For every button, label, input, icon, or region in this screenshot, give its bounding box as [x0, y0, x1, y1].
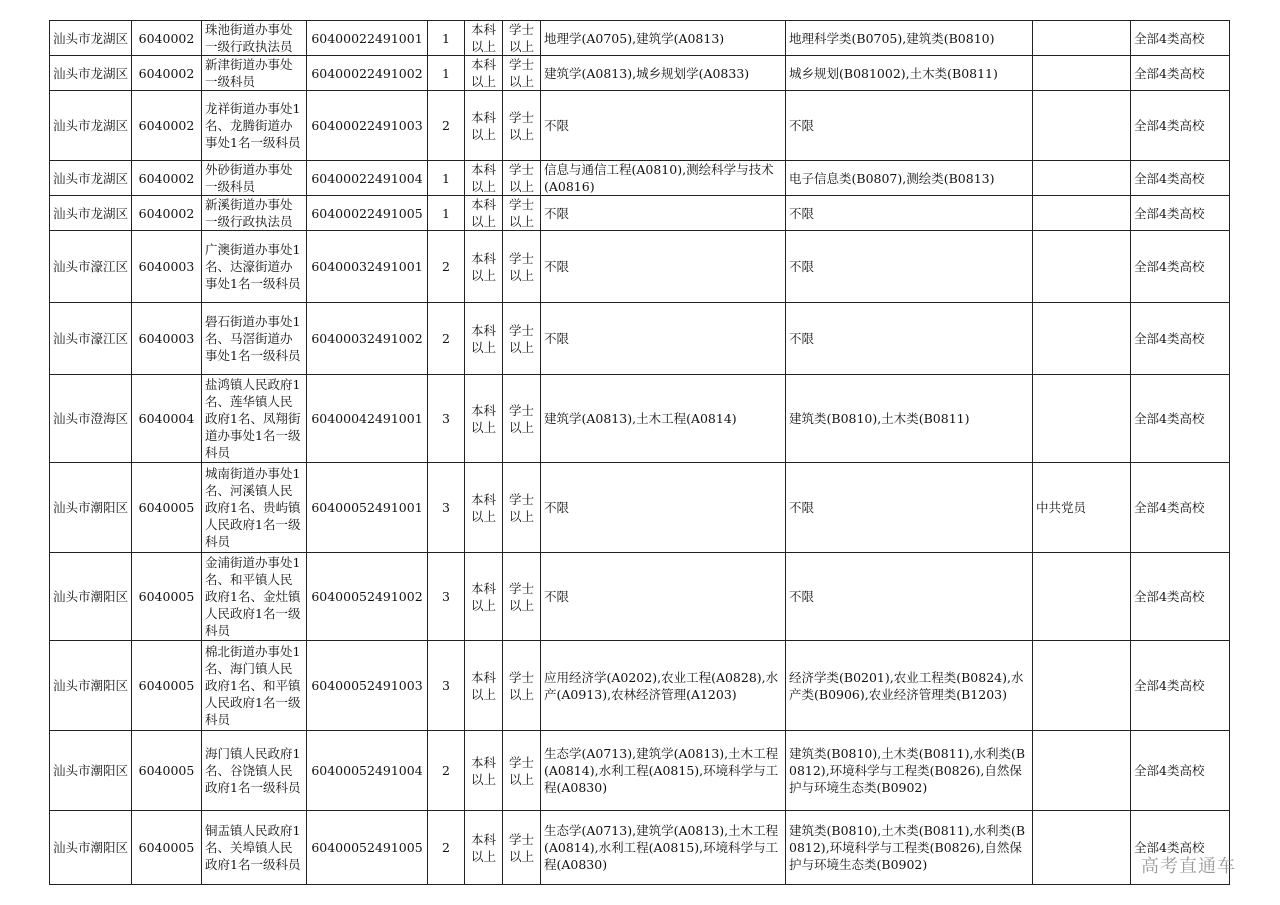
- school-category-cell: 全部4类高校: [1131, 463, 1230, 553]
- post-code-cell: 60400052491004: [307, 731, 428, 811]
- post-name-cell: 铜盂镇人民政府1名、关埠镇人民政府1名一级科员: [202, 811, 307, 885]
- education-cell: 本科以上: [465, 641, 503, 731]
- undergraduate-major-cell: 城乡规划(B081002),土木类(B0811): [786, 56, 1033, 91]
- undergraduate-major-cell: 建筑类(B0810),土木类(B0811),水利类(B0812),环境科学与工程类(B0826),自然保护与环境生态类(B0902): [786, 811, 1033, 885]
- other-requirements-cell: [1033, 811, 1131, 885]
- other-requirements-cell: [1033, 303, 1131, 375]
- graduate-major-cell: 应用经济学(A0202),农业工程(A0828),水产(A0913),农林经济管理(A1203): [541, 641, 786, 731]
- headcount-cell: 1: [428, 161, 465, 196]
- post-name-cell: 新溪街道办事处一级行政执法员: [202, 196, 307, 231]
- school-category-cell: 全部4类高校: [1131, 196, 1230, 231]
- education-cell: 本科以上: [465, 56, 503, 91]
- degree-cell: 学士以上: [503, 196, 541, 231]
- region-cell: 汕头市潮阳区: [50, 553, 132, 641]
- headcount-cell: 3: [428, 463, 465, 553]
- headcount-cell: 2: [428, 811, 465, 885]
- region-cell: 汕头市龙湖区: [50, 21, 132, 56]
- degree-cell: 学士以上: [503, 303, 541, 375]
- post-code-cell: 60400022491003: [307, 91, 428, 161]
- unit-code-cell: 6040005: [132, 463, 202, 553]
- table-row: [50, 21, 1230, 56]
- education-cell: 本科以上: [465, 196, 503, 231]
- other-requirements-cell: 中共党员: [1033, 463, 1131, 553]
- headcount-cell: 2: [428, 231, 465, 303]
- unit-code-cell: 6040002: [132, 196, 202, 231]
- table-body: [50, 21, 1230, 885]
- graduate-major-cell: 地理学(A0705),建筑学(A0813): [541, 21, 786, 56]
- school-category-cell: 全部4类高校: [1131, 303, 1230, 375]
- post-code-cell: 60400052491002: [307, 553, 428, 641]
- undergraduate-major-cell: 经济学类(B0201),农业工程类(B0824),水产类(B0906),农业经济管理类(B1203): [786, 641, 1033, 731]
- education-cell: 本科以上: [465, 161, 503, 196]
- degree-cell: 学士以上: [503, 375, 541, 463]
- other-requirements-cell: [1033, 231, 1131, 303]
- degree-cell: 学士以上: [503, 811, 541, 885]
- post-code-cell: 60400032491001: [307, 231, 428, 303]
- school-category-cell: 全部4类高校: [1131, 21, 1230, 56]
- education-cell: 本科以上: [465, 303, 503, 375]
- graduate-major-cell: 不限: [541, 231, 786, 303]
- post-name-cell: 礐石街道办事处1名、马滘街道办事处1名一级科员: [202, 303, 307, 375]
- graduate-major-cell: 不限: [541, 196, 786, 231]
- unit-code-cell: 6040005: [132, 811, 202, 885]
- post-name-cell: 海门镇人民政府1名、谷饶镇人民政府1名一级科员: [202, 731, 307, 811]
- unit-code-cell: 6040003: [132, 303, 202, 375]
- other-requirements-cell: [1033, 91, 1131, 161]
- degree-cell: 学士以上: [503, 463, 541, 553]
- table-row: [50, 731, 1230, 811]
- post-name-cell: 广澳街道办事处1名、达濠街道办事处1名一级科员: [202, 231, 307, 303]
- table-row: [50, 641, 1230, 731]
- headcount-cell: 1: [428, 56, 465, 91]
- post-name-cell: 珠池街道办事处一级行政执法员: [202, 21, 307, 56]
- undergraduate-major-cell: 电子信息类(B0807),测绘类(B0813): [786, 161, 1033, 196]
- post-code-cell: 60400052491003: [307, 641, 428, 731]
- post-name-cell: 新津街道办事处一级科员: [202, 56, 307, 91]
- other-requirements-cell: [1033, 641, 1131, 731]
- region-cell: 汕头市潮阳区: [50, 641, 132, 731]
- region-cell: 汕头市龙湖区: [50, 91, 132, 161]
- graduate-major-cell: 不限: [541, 303, 786, 375]
- other-requirements-cell: [1033, 196, 1131, 231]
- other-requirements-cell: [1033, 161, 1131, 196]
- undergraduate-major-cell: 不限: [786, 463, 1033, 553]
- headcount-cell: 2: [428, 91, 465, 161]
- region-cell: 汕头市濠江区: [50, 231, 132, 303]
- unit-code-cell: 6040005: [132, 641, 202, 731]
- headcount-cell: 3: [428, 553, 465, 641]
- post-name-cell: 盐鸿镇人民政府1名、莲华镇人民政府1名、凤翔街道办事处1名一级科员: [202, 375, 307, 463]
- graduate-major-cell: 信息与通信工程(A0810),测绘科学与技术(A0816): [541, 161, 786, 196]
- unit-code-cell: 6040005: [132, 553, 202, 641]
- headcount-cell: 3: [428, 375, 465, 463]
- graduate-major-cell: 建筑学(A0813),城乡规划学(A0833): [541, 56, 786, 91]
- graduate-major-cell: 不限: [541, 91, 786, 161]
- region-cell: 汕头市龙湖区: [50, 161, 132, 196]
- education-cell: 本科以上: [465, 553, 503, 641]
- post-name-cell: 外砂街道办事处一级科员: [202, 161, 307, 196]
- education-cell: 本科以上: [465, 731, 503, 811]
- school-category-cell: 全部4类高校: [1131, 91, 1230, 161]
- recruitment-table: [49, 20, 1230, 885]
- region-cell: 汕头市龙湖区: [50, 196, 132, 231]
- region-cell: 汕头市澄海区: [50, 375, 132, 463]
- graduate-major-cell: 不限: [541, 553, 786, 641]
- unit-code-cell: 6040002: [132, 21, 202, 56]
- region-cell: 汕头市濠江区: [50, 303, 132, 375]
- undergraduate-major-cell: 不限: [786, 303, 1033, 375]
- unit-code-cell: 6040003: [132, 231, 202, 303]
- graduate-major-cell: 生态学(A0713),建筑学(A0813),土木工程(A0814),水利工程(A0815),环境科学与工程(A0830): [541, 731, 786, 811]
- graduate-major-cell: 生态学(A0713),建筑学(A0813),土木工程(A0814),水利工程(A0815),环境科学与工程(A0830): [541, 811, 786, 885]
- post-name-cell: 龙祥街道办事处1名、龙腾街道办事处1名一级科员: [202, 91, 307, 161]
- region-cell: 汕头市潮阳区: [50, 811, 132, 885]
- education-cell: 本科以上: [465, 231, 503, 303]
- post-code-cell: 60400032491002: [307, 303, 428, 375]
- degree-cell: 学士以上: [503, 231, 541, 303]
- post-code-cell: 60400022491001: [307, 21, 428, 56]
- table-row: [50, 56, 1230, 91]
- education-cell: 本科以上: [465, 811, 503, 885]
- undergraduate-major-cell: 建筑类(B0810),土木类(B0811),水利类(B0812),环境科学与工程类(B0826),自然保护与环境生态类(B0902): [786, 731, 1033, 811]
- region-cell: 汕头市潮阳区: [50, 731, 132, 811]
- undergraduate-major-cell: 不限: [786, 553, 1033, 641]
- education-cell: 本科以上: [465, 21, 503, 56]
- other-requirements-cell: [1033, 731, 1131, 811]
- degree-cell: 学士以上: [503, 161, 541, 196]
- school-category-cell: 全部4类高校: [1131, 161, 1230, 196]
- education-cell: 本科以上: [465, 91, 503, 161]
- other-requirements-cell: [1033, 553, 1131, 641]
- table-row: [50, 303, 1230, 375]
- degree-cell: 学士以上: [503, 641, 541, 731]
- watermark: 高考直通车: [1141, 856, 1236, 877]
- post-name-cell: 城南街道办事处1名、河溪镇人民政府1名、贵屿镇人民政府1名一级科员: [202, 463, 307, 553]
- table-row: [50, 91, 1230, 161]
- undergraduate-major-cell: 不限: [786, 231, 1033, 303]
- school-category-cell: 全部4类高校: [1131, 56, 1230, 91]
- post-code-cell: 60400022491002: [307, 56, 428, 91]
- school-category-cell: 全部4类高校: [1131, 553, 1230, 641]
- unit-code-cell: 6040004: [132, 375, 202, 463]
- region-cell: 汕头市潮阳区: [50, 463, 132, 553]
- undergraduate-major-cell: 不限: [786, 91, 1033, 161]
- graduate-major-cell: 建筑学(A0813),土木工程(A0814): [541, 375, 786, 463]
- school-category-cell: 全部4类高校: [1131, 375, 1230, 463]
- post-code-cell: 60400052491005: [307, 811, 428, 885]
- unit-code-cell: 6040002: [132, 91, 202, 161]
- undergraduate-major-cell: 地理科学类(B0705),建筑类(B0810): [786, 21, 1033, 56]
- degree-cell: 学士以上: [503, 91, 541, 161]
- headcount-cell: 2: [428, 731, 465, 811]
- post-code-cell: 60400042491001: [307, 375, 428, 463]
- education-cell: 本科以上: [465, 375, 503, 463]
- table-row: [50, 463, 1230, 553]
- degree-cell: 学士以上: [503, 553, 541, 641]
- table-row: [50, 196, 1230, 231]
- headcount-cell: 3: [428, 641, 465, 731]
- headcount-cell: 1: [428, 21, 465, 56]
- unit-code-cell: 6040002: [132, 161, 202, 196]
- school-category-cell: 全部4类高校: [1131, 231, 1230, 303]
- table-row: [50, 375, 1230, 463]
- other-requirements-cell: [1033, 21, 1131, 56]
- post-code-cell: 60400022491005: [307, 196, 428, 231]
- table-row: [50, 553, 1230, 641]
- post-code-cell: 60400022491004: [307, 161, 428, 196]
- headcount-cell: 2: [428, 303, 465, 375]
- table-row: [50, 811, 1230, 885]
- other-requirements-cell: [1033, 56, 1131, 91]
- undergraduate-major-cell: 不限: [786, 196, 1033, 231]
- degree-cell: 学士以上: [503, 731, 541, 811]
- degree-cell: 学士以上: [503, 21, 541, 56]
- graduate-major-cell: 不限: [541, 463, 786, 553]
- unit-code-cell: 6040002: [132, 56, 202, 91]
- undergraduate-major-cell: 建筑类(B0810),土木类(B0811): [786, 375, 1033, 463]
- post-name-cell: 金浦街道办事处1名、和平镇人民政府1名、金灶镇人民政府1名一级科员: [202, 553, 307, 641]
- region-cell: 汕头市龙湖区: [50, 56, 132, 91]
- post-code-cell: 60400052491001: [307, 463, 428, 553]
- headcount-cell: 1: [428, 196, 465, 231]
- other-requirements-cell: [1033, 375, 1131, 463]
- school-category-cell: 全部4类高校: [1131, 731, 1230, 811]
- school-category-cell: 全部4类高校: [1131, 811, 1230, 885]
- school-category-cell: 全部4类高校: [1131, 641, 1230, 731]
- unit-code-cell: 6040005: [132, 731, 202, 811]
- degree-cell: 学士以上: [503, 56, 541, 91]
- post-name-cell: 棉北街道办事处1名、海门镇人民政府1名、和平镇人民政府1名一级科员: [202, 641, 307, 731]
- table-row: [50, 231, 1230, 303]
- table-row: [50, 161, 1230, 196]
- education-cell: 本科以上: [465, 463, 503, 553]
